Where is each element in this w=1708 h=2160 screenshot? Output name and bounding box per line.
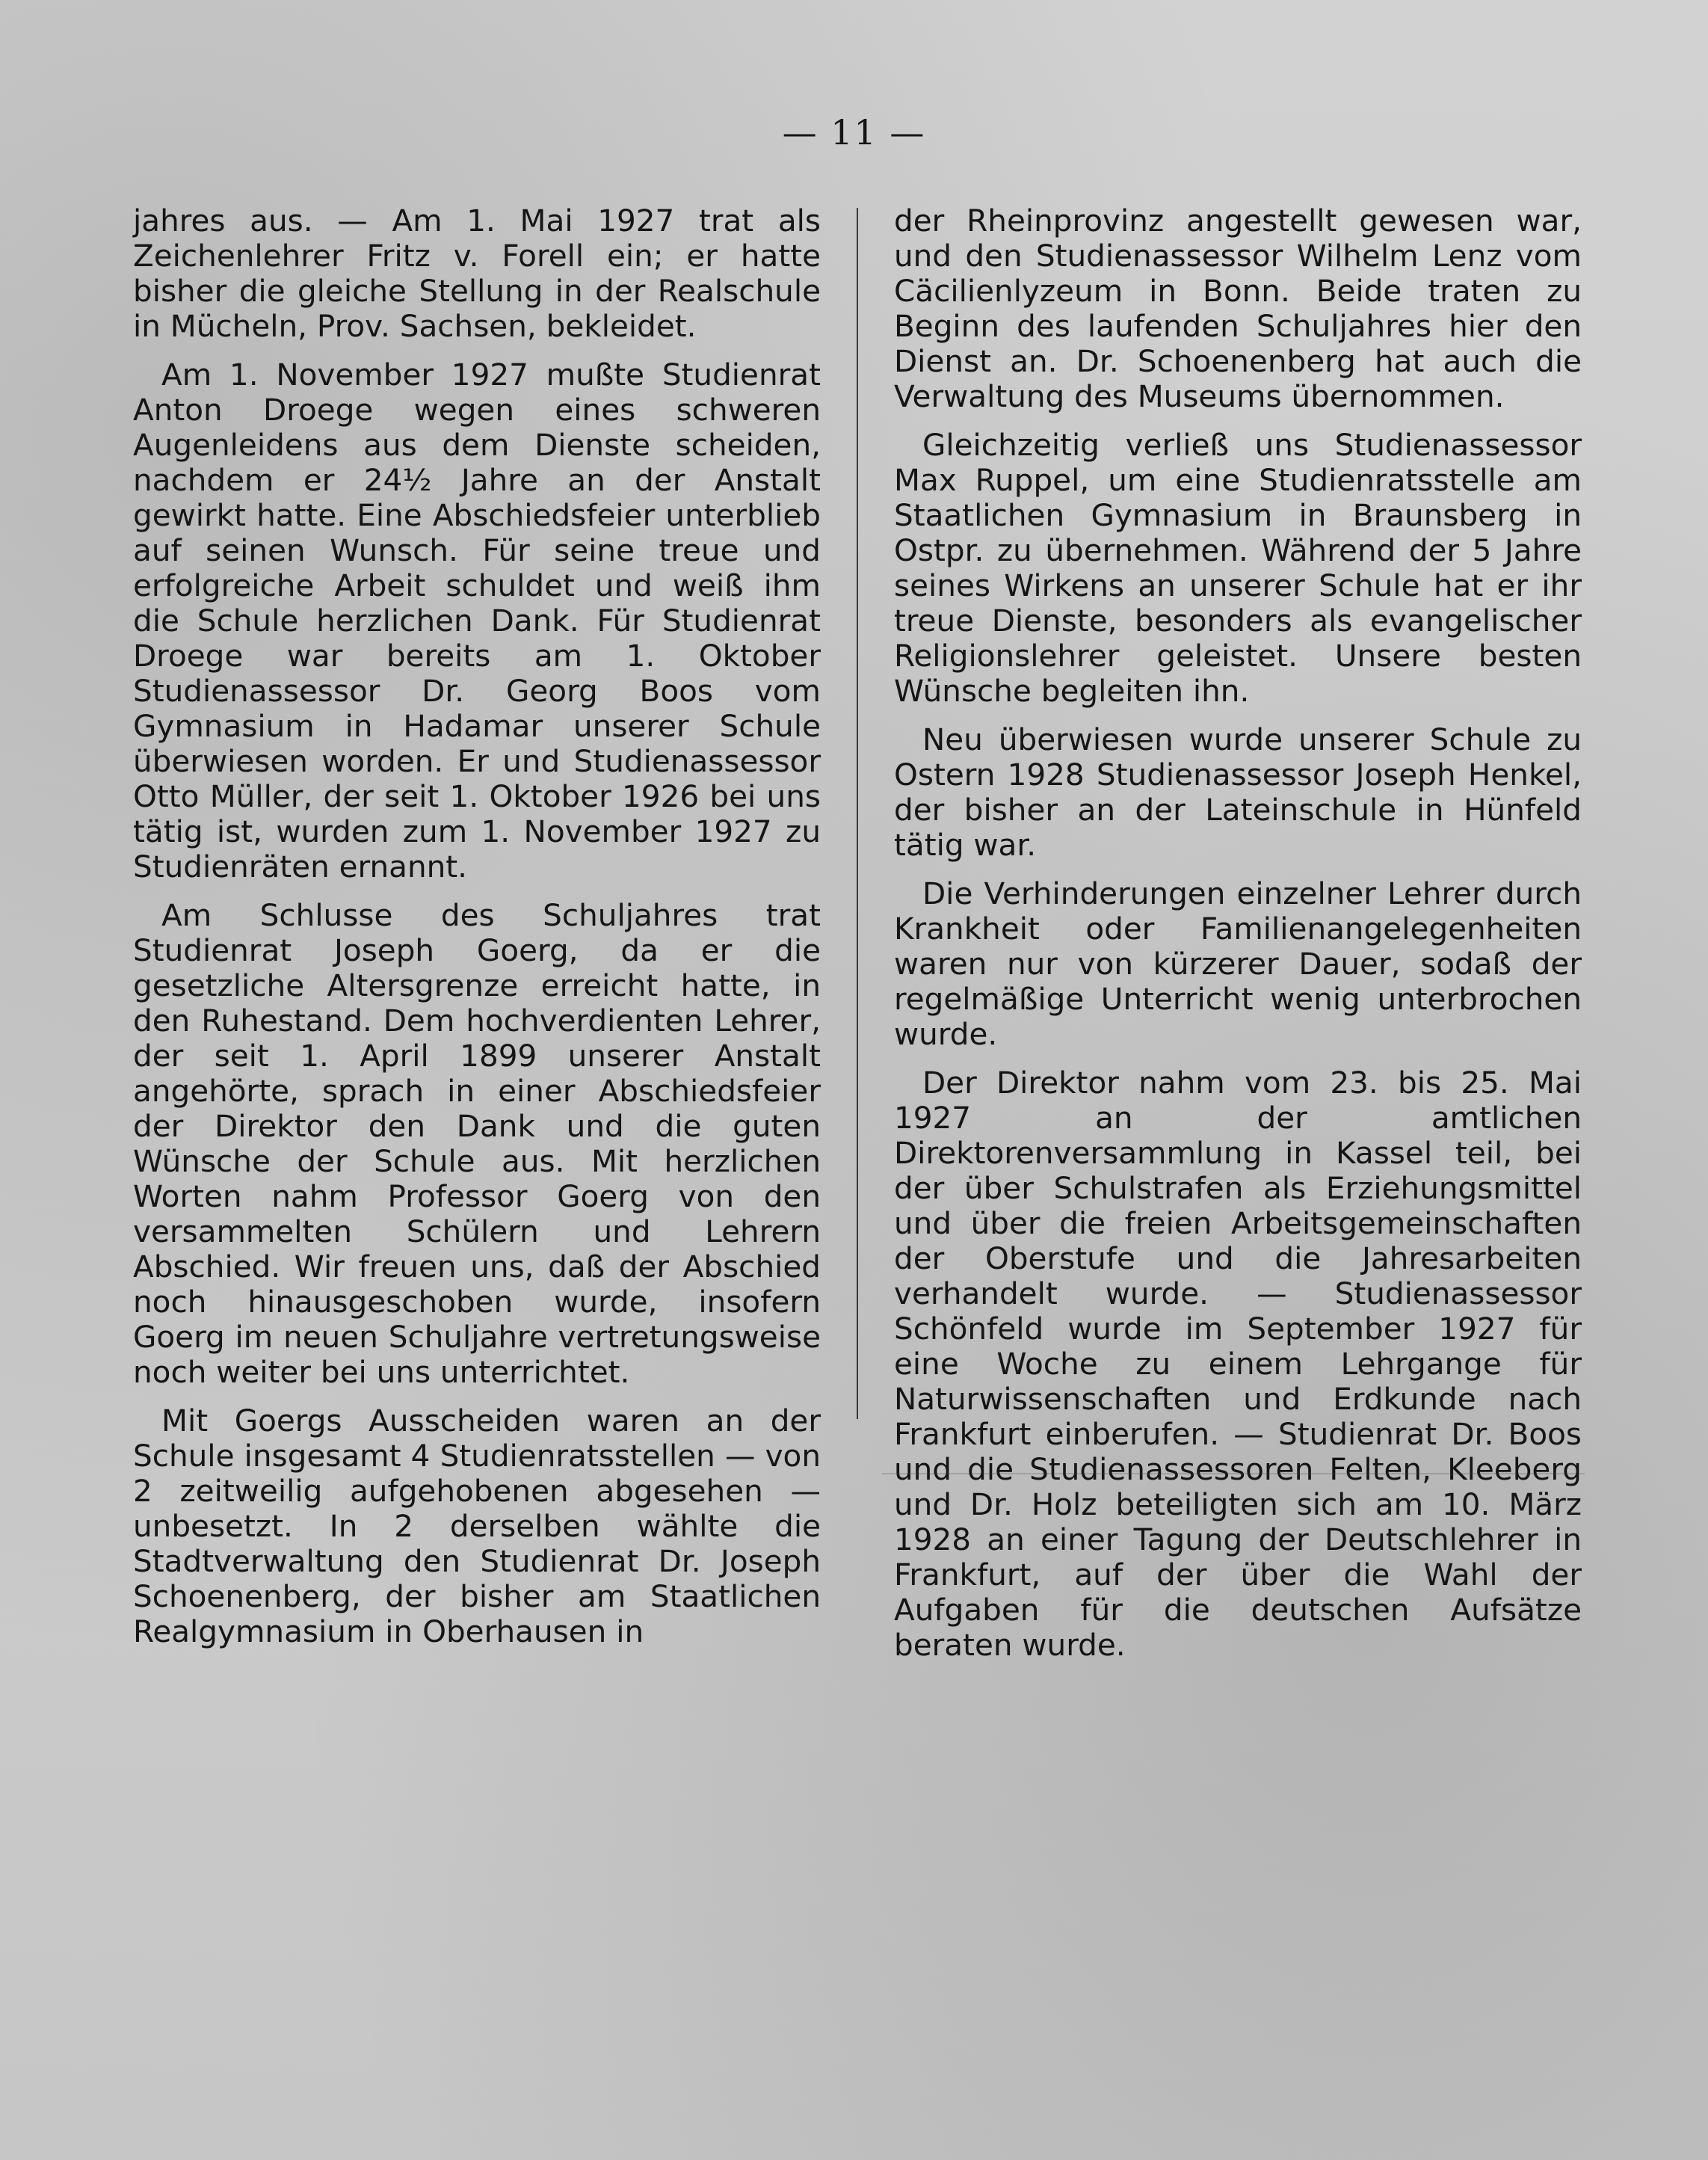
paragraph: Am 1. November 1927 mußte Studienrat Anton Droege wegen eines schweren Augenleidens aus dem Dienste scheiden, nachdem er 24½ Jahre an der Anstalt gewirkt hatte. Eine Abschiedsfeier unterblieb auf seinen Wunsch. Für seine treue und erfolgreiche Arbeit schuldet und weiß ihm die Schule herzlichen Dank. Für Studienrat Droege war bereits am 1. Oktober Studienassessor Dr. Georg Boos vom Gymnasium in Hadamar unserer Schule überwiesen worden. Er und Studienassessor Otto Müller, der seit 1. Oktober 1926 bei uns tätig ist, wurden zum 1. November 1927 zu Studienräten ernannt. [133, 357, 821, 884]
column-divider [857, 208, 858, 1419]
left-column [133, 203, 821, 1663]
bleed-through-rule [882, 1473, 1585, 1474]
paragraph: der Rheinprovinz angestellt gewesen war, und den Studienassessor Wilhelm Lenz vom Cäcilienlyzeum in Bonn. Beide traten zu Beginn des laufenden Schuljahres hier den Dienst an. Dr. Schoenenberg hat auch die Verwaltung des Museums übernommen. [894, 203, 1582, 414]
paragraph: Neu überwiesen wurde unserer Schule zu Ostern 1928 Studienassessor Joseph Henkel, der bisher an der Lateinschule in Hünfeld tätig war. [894, 721, 1582, 863]
page-number: — 11 — [782, 112, 926, 153]
paragraph: Am Schlusse des Schuljahres trat Studienrat Joseph Goerg, da er die gesetzliche Altersgrenze erreicht hatte, in den Ruhestand. Dem hochverdienten Lehrer, der seit 1. April 1899 unserer Anstalt angehörte, sprach in einer Abschiedsfeier der Direktor den Dank und die guten Wünsche der Schule aus. Mit herzlichen Worten nahm Professor Goerg von den versammelten Schülern und Lehrern Abschied. Wir freuen uns, daß der Abschied noch hinausgeschoben wurde, insofern Goerg im neuen Schuljahre vertretungsweise noch weiter bei uns unterrichtet. [133, 897, 821, 1390]
paragraph: jahres aus. — Am 1. Mai 1927 trat als Zeichenlehrer Fritz v. Forell ein; er hatte bisher die gleiche Stellung in der Realschule in Mücheln, Prov. Sachsen, bekleidet. [133, 203, 821, 344]
paragraph: Der Direktor nahm vom 23. bis 25. Mai 1927 an der amtlichen Direktorenversammlung in Kassel teil, bei der über Schulstrafen als Erziehungsmittel und über die freien Arbeitsgemeinschaften der Oberstufe und die Jahresarbeiten verhandelt wurde. — Studienassessor Schönfeld wurde im September 1927 für eine Woche zu einem Lehrgange für Naturwissenschaften und Erdkunde nach Frankfurt einberufen. — Studienrat Dr. Boos und die Studienassessoren Felten, Kleeberg und Dr. Holz beteiligten sich am 10. März 1928 an einer Tagung der Deutschlehrer in Frankfurt, auf der über die Wahl der Aufgaben für die deutschen Aufsätze beraten wurde. [894, 1065, 1582, 1663]
paragraph: Die Verhinderungen einzelner Lehrer durch Krankheit oder Familienangelegenheiten waren nur von kürzerer Dauer, sodaß der regelmäßige Unterricht wenig unterbrochen wurde. [894, 876, 1582, 1052]
paragraph: Mit Goergs Ausscheiden waren an der Schule insgesamt 4 Studienratsstellen — von 2 zeitweilig aufgehobenen abgesehen — unbesetzt. In 2 derselben wählte die Stadtverwaltung den Studienrat Dr. Joseph Schoenenberg, der bisher am Staatlichen Realgymnasium in Oberhausen in [133, 1403, 821, 1649]
right-column [894, 203, 1582, 1676]
paragraph: Gleichzeitig verließ uns Studienassessor Max Ruppel, um eine Studienratsstelle am Staatlichen Gymnasium in Braunsberg in Ostpr. zu übernehmen. Während der 5 Jahre seines Wirkens an unserer Schule hat er ihr treue Dienste, besonders als evangelischer Religionslehrer geleistet. Unsere besten Wünsche begleiten ihn. [894, 427, 1582, 709]
